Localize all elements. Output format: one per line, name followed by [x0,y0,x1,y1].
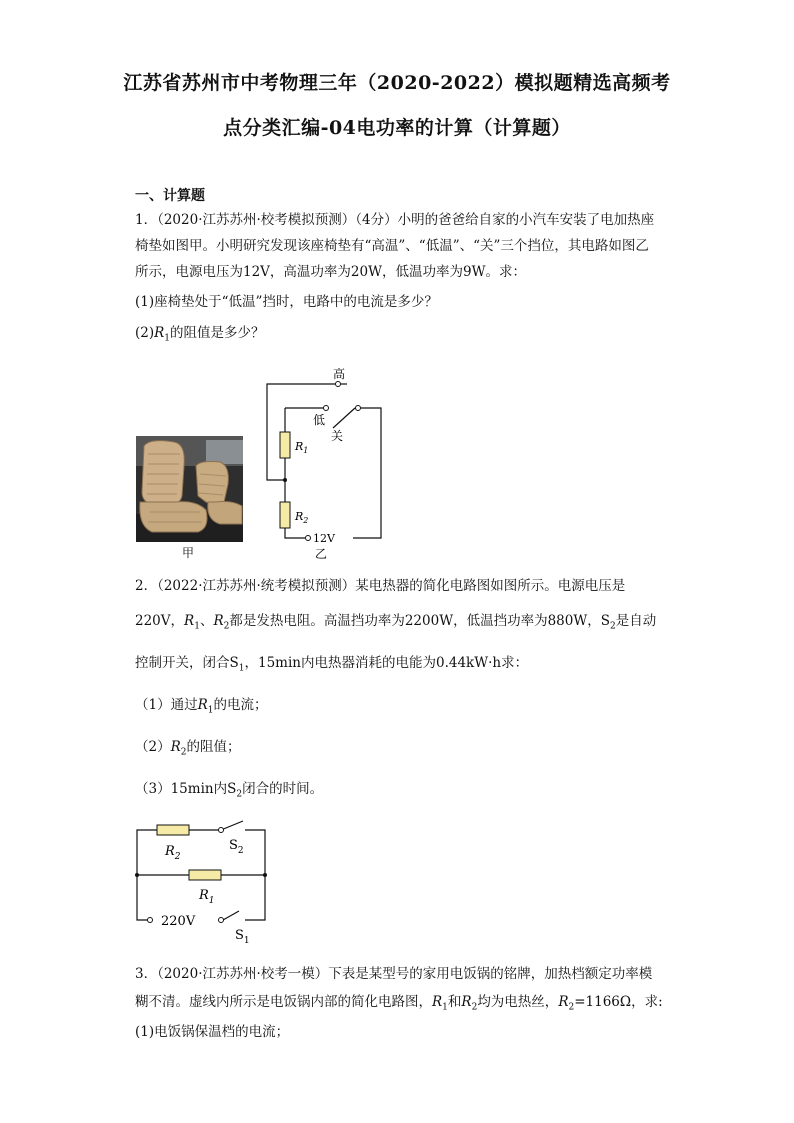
wire-left-top [137,830,157,875]
resistor-r2 [157,825,189,835]
q2-sub-question-3: （3）15min内$S_2$闭合的时间。 [135,781,324,800]
switch-s1-pivot [219,918,224,923]
label-low: 低 [313,413,326,427]
q3-line-1: 3．（2020·江苏苏州·校考一模）下表是某型号的家用电饭锅的铭牌，加热档额定功率模 [135,966,653,982]
figure-jia-caption: 甲 [182,546,195,560]
wire-right-bottom [245,875,265,920]
q3-sub-question-1: (1)电饭锅保温档的电流； [135,1024,290,1040]
q2-circuit-diagram [125,815,275,950]
label-r2: $R_2$ [165,844,181,862]
wire-right-top [245,830,265,875]
label-r1: $R_1$ [295,440,309,455]
document-title-line-2: 点分类汇编-04电功率的计算（计算题） [223,117,571,139]
label-s1: $S_1$ [235,928,250,946]
resistor-r1 [280,432,290,458]
selector-switch-blade [333,408,355,428]
q1-line-1: 1．（2020·江苏苏州·校考模拟预测）（4分）小明的爸爸给自家的小汽车安装了电加热座 [135,212,655,228]
section-heading: 一、计算题 [135,188,205,204]
resistor-r2 [280,502,290,528]
terminal-source [148,918,153,923]
switch-s2-blade [221,821,243,830]
q2-line-2: 220V，$R_1$、$R_2$都是发热电阻。高温挡功率为2200W，低温挡功率为880W，$S_2$是自动 [135,613,657,632]
label-r1: $R_1$ [199,888,215,906]
q1-sub-question-2: $(2)R_1$的阻值是多少？ [135,325,265,344]
label-12v: 12V [313,532,335,545]
q1-line-2: 椅垫如图甲。小明研究发现该座椅垫有“高温”、“低温”、“关”三个挡位，其电路如图乙 [135,238,649,254]
q1-line-3: 所示，电源电压为12V，高温功率为20W，低温功率为9W。求： [135,264,526,280]
terminal-common [356,406,361,411]
switch-s1-blade [223,911,239,920]
terminal-low [324,406,329,411]
q2-line-3: 控制开关，闭合$S_1$，15min内电热器消耗的电能为0.44kW·h求： [135,655,529,674]
terminal-source-left [306,536,311,541]
wire-left-bottom [137,875,147,920]
junction-right [263,873,267,877]
q2-sub-question-1: （1）通过$R_1$的电流； [135,697,268,716]
junction-left [135,873,139,877]
wire-right [353,408,381,538]
resistor-r1 [189,870,221,880]
junction-node [283,478,287,482]
q2-sub-question-2: $(2)R_2$的阻值； [135,739,241,758]
q3-line-2: 糊不清。虚线内所示是电饭锅内部的简化电路图，$R_1$和$R_2$均为电热丝，$R_2=1166\Omega$，求: [135,994,663,1013]
q1-sub-question-1: (1)座椅垫处于“低温”挡时，电路中的电流是多少？ [135,294,438,310]
label-s2: $S_2$ [229,838,244,856]
wire-high-branch [267,384,335,480]
circuit-diagram-yi [255,368,395,563]
car-seat-cushion-image [136,436,243,542]
terminal-high [336,382,341,387]
label-off: 关 [331,429,344,443]
label-r2: $R_2$ [295,510,309,525]
switch-s2-pivot [219,828,224,833]
car-seat-illustration [136,436,243,542]
wire-r2-bottom [285,528,305,538]
label-high: 高 [333,368,346,381]
document-title-line-1: 江苏省苏州市中考物理三年（2020-2022）模拟题精选高频考 [123,72,671,94]
q2-line-1: 2．（2022·江苏苏州·统考模拟预测）某电热器的简化电路图如图所示。电源电压是 [135,578,626,594]
label-220v: 220V [161,914,196,929]
figure-yi-caption: 乙 [315,547,328,561]
